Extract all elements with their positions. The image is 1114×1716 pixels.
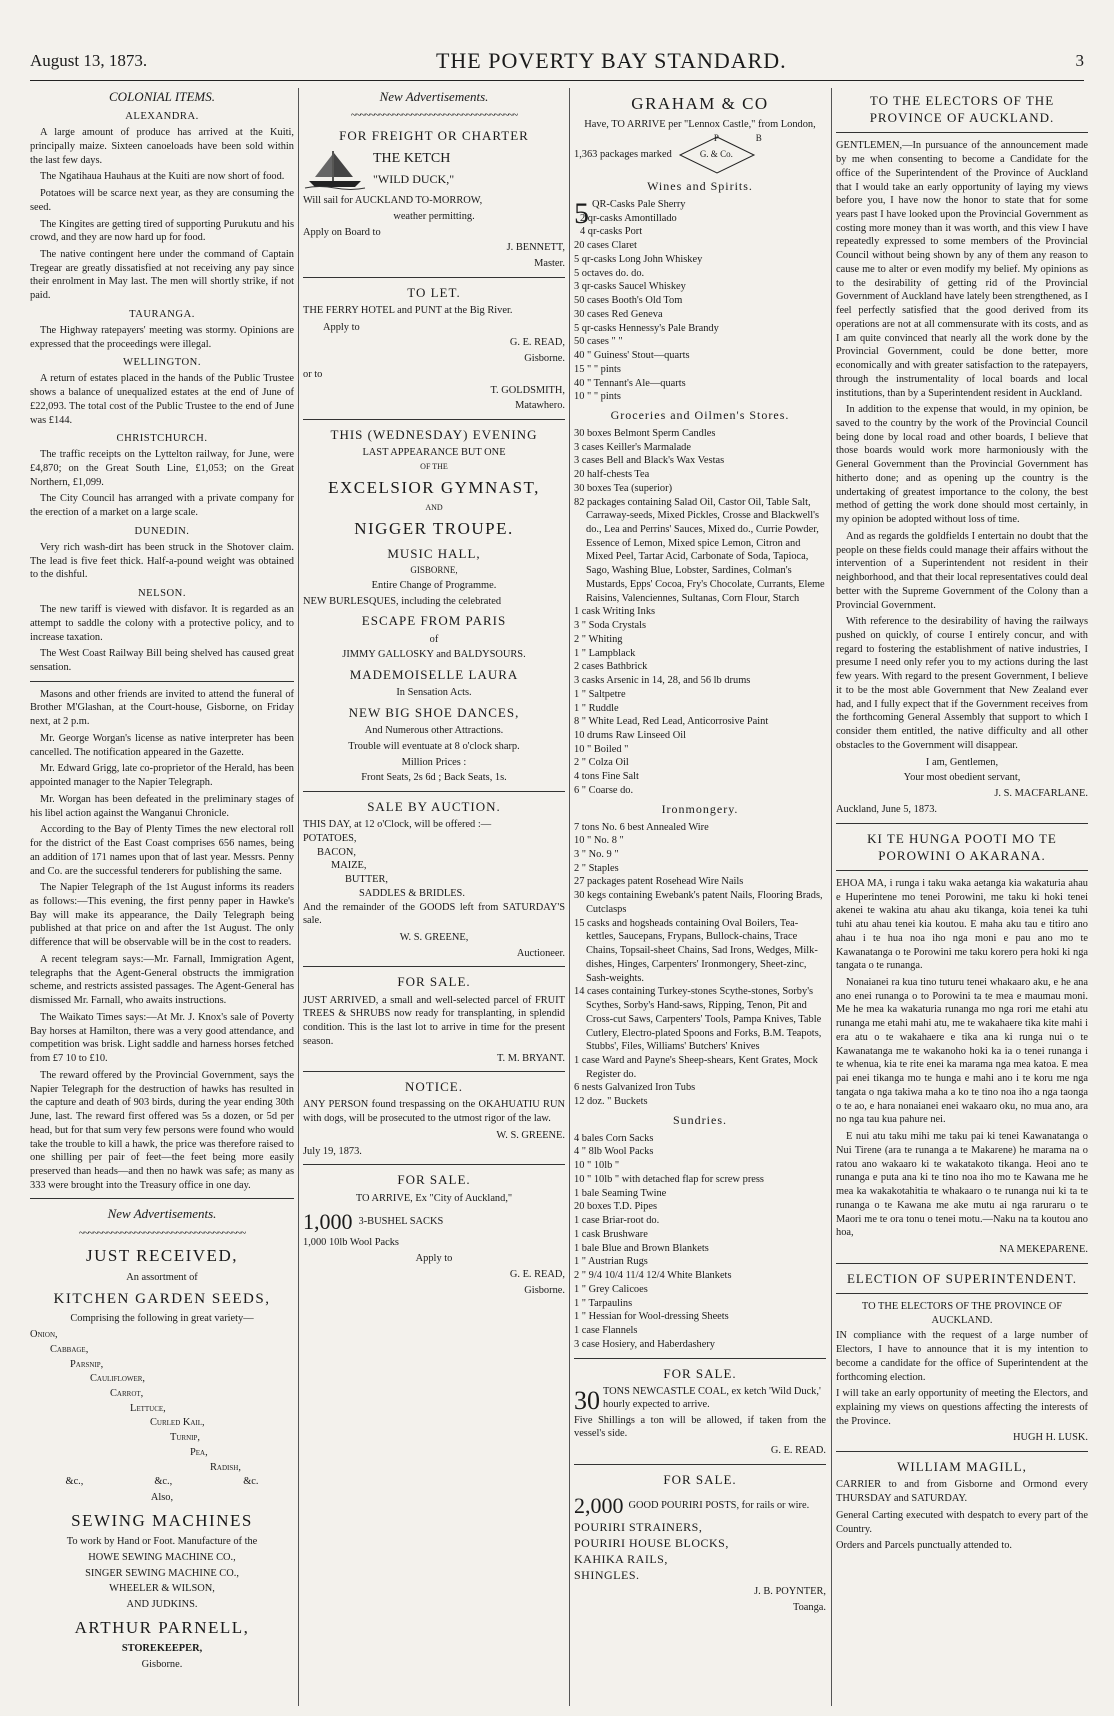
sacks-text: 3-BUSHEL SACKS bbox=[358, 1215, 444, 1227]
greene-name: W. S. GREENE. bbox=[496, 1129, 565, 1141]
early-opportunity-text: I will take an early opportunity of meeting the Electors, and explaining my views on questions affecting the interests of the Province. bbox=[836, 1388, 1088, 1427]
sundry-list bbox=[574, 1132, 826, 1352]
sewing-subtitle: To work by Hand or Foot. Manufacture of the bbox=[66, 1536, 258, 1548]
divider bbox=[303, 791, 565, 792]
sundries-heading: Sundries. bbox=[673, 1112, 727, 1127]
sewing-machines-heading: SEWING MACHINES bbox=[71, 1510, 253, 1530]
section-paragraph: The traffic receipts on the Lyttelton railway, for June, were £4,870; on the Great South Line, £1,053; on the Great Northern, £1,099. bbox=[30, 449, 294, 488]
pouriri-item: KAHIKA RAILS, bbox=[574, 1551, 668, 1566]
for-sale-heading: FOR SALE. bbox=[397, 974, 471, 990]
auction-item: BUTTER, bbox=[345, 874, 389, 886]
for-sale-heading: FOR SALE. bbox=[397, 1172, 471, 1188]
coal-text: TONS NEWCASTLE COAL, ex ketch 'Wild Duck,' hourly expected to arrive. bbox=[603, 1385, 821, 1411]
seed-item: Curled Kail, bbox=[150, 1417, 205, 1429]
ferry-text: THE FERRY HOTEL and PUNT at the Big River. bbox=[303, 304, 513, 316]
grocery-item: 1 " Ruddle bbox=[574, 702, 619, 714]
grocery-item: 6 " Coarse do. bbox=[574, 784, 634, 796]
to-let-heading: TO LET. bbox=[407, 284, 461, 300]
divider bbox=[836, 870, 1088, 871]
wine-item: 15 " " pints bbox=[574, 363, 621, 375]
remainder-text: And the remainder of the GOODS left from SATURDAY'S sale. bbox=[303, 901, 565, 927]
carrier-text: CARRIER to and from Gisborne and Ormond every THURSDAY and SATURDAY. bbox=[836, 1479, 1088, 1505]
column-divider bbox=[298, 88, 299, 1706]
freight-heading: FOR FREIGHT OR CHARTER bbox=[339, 127, 529, 143]
auction-items bbox=[303, 832, 565, 901]
sail-text: Will sail for AUCKLAND TO-MORROW, bbox=[303, 195, 483, 207]
maker-line: SINGER SEWING MACHINE CO., bbox=[85, 1567, 239, 1579]
divider bbox=[30, 1198, 294, 1199]
notice-paragraph: The Napier Telegraph of the 1st August informs its readers as follows:—This evening, the first penny paper in Hawke's Bay will make its appearance, the Daily Telegraph being published at that price on and after the 1st August. The only difference that will be observable will be in the cost to readers. bbox=[30, 882, 294, 949]
july-date: July 19, 1873. bbox=[303, 1145, 362, 1157]
grocery-item: 3 casks Arsenic in 14, 28, and 56 lb drums bbox=[574, 675, 751, 687]
notice-paragraph: Mr. Worgan has been defeated in the preliminary stages of his libel action against the Wanganui Chronicle. bbox=[30, 793, 294, 819]
seed-item: Radish, bbox=[210, 1461, 241, 1473]
ironmongery-item: 3 " No. 9 " bbox=[574, 848, 619, 860]
notice-paragraph: A recent telegram says:—Mr. Farnall, Immigration Agent, telegraphs that the Agent-General obstructs the immigration scheme, and restricts assisted passages. The Agent-General has dismissed Mr. Farnall, who awaits instructions. bbox=[30, 953, 294, 1007]
seed-item: Cabbage, bbox=[50, 1343, 89, 1355]
grocery-item: 30 boxes Tea (superior) bbox=[574, 482, 673, 494]
divider bbox=[836, 1263, 1088, 1264]
thirty-number: 30 bbox=[574, 1385, 600, 1415]
colonial-notices bbox=[30, 688, 294, 1193]
thousand-number: 1,000 bbox=[303, 1209, 353, 1235]
gisborne-text: Gisborne. bbox=[524, 1284, 565, 1296]
section-paragraph: The Ngatihaua Hauhaus at the Kuiti are now short of food. bbox=[40, 171, 285, 183]
orders-text: Orders and Parcels punctually attended to. bbox=[836, 1540, 1013, 1552]
this-day-text: THIS DAY, at 12 o'Clock, will be offered :— bbox=[303, 819, 492, 831]
etc-text: &c., bbox=[154, 1476, 173, 1488]
sensation-text: In Sensation Acts. bbox=[396, 687, 472, 699]
section-title: ALEXANDRA. bbox=[125, 111, 199, 123]
sundry-item: 1 " Grey Calicoes bbox=[574, 1283, 648, 1295]
wine-item: 50 cases " " bbox=[574, 336, 623, 348]
divider bbox=[30, 681, 294, 682]
apply-to: Apply to bbox=[323, 321, 360, 333]
sundry-item: 10 " 10lb " bbox=[574, 1160, 620, 1172]
wines-heading: Wines and Spirits. bbox=[647, 179, 753, 194]
wine-item: 5 qr-casks Hennessy's Pale Brandy bbox=[574, 322, 719, 334]
column-advertisements bbox=[303, 88, 565, 1706]
sundry-item: 1 bale Seaming Twine bbox=[574, 1187, 667, 1199]
ketch-ad bbox=[303, 147, 565, 191]
arthur-parnell: ARTHUR PARNELL, bbox=[74, 1617, 250, 1637]
mademoiselle-heading: MADEMOISELLE LAURA bbox=[349, 667, 519, 682]
shipping-mark bbox=[678, 133, 762, 175]
mark-p: P bbox=[713, 133, 719, 144]
sundry-item: 1 " Tarpaulins bbox=[574, 1297, 633, 1309]
grocery-item: 3 " Soda Crystals bbox=[574, 620, 647, 632]
auction-item: SADDLES & BRIDLES. bbox=[359, 887, 465, 899]
grocery-item: 10 drums Raw Linseed Oil bbox=[574, 730, 686, 741]
grocery-item: 3 cases Bell and Black's Wax Vestas bbox=[574, 455, 725, 467]
packages-text: 1,363 packages marked bbox=[574, 149, 672, 161]
section-title: TAURANGA. bbox=[129, 308, 195, 320]
million-prices: Million Prices : bbox=[401, 756, 467, 768]
pouriri-item: POURIRI STRAINERS, bbox=[574, 1520, 703, 1535]
etc-text: &c., bbox=[65, 1476, 84, 1488]
seat-prices: Front Seats, 2s 6d ; Back Seats, 1s. bbox=[361, 772, 507, 784]
graham-heading: GRAHAM & CO bbox=[631, 94, 769, 113]
numerous-text: And Numerous other Attractions. bbox=[364, 725, 504, 737]
ironmongery-heading: Ironmongery. bbox=[661, 801, 739, 816]
lusk-name: HUGH H. LUSK. bbox=[1012, 1432, 1088, 1444]
wavy-rule: ~~~~~~~~~~~~~~~~~~~~~~~~~~~~~~~~~~~~ bbox=[78, 1227, 246, 1239]
wavy-rule: ~~~~~~~~~~~~~~~~~~~~~~~~~~~~~~~~~~~~ bbox=[350, 110, 518, 122]
greene-name: W. S. GREENE, bbox=[399, 932, 469, 944]
grocery-item: 3 cases Keiller's Marmalade bbox=[574, 441, 691, 453]
wine-item: 2 qr-casks Amontillado bbox=[580, 212, 677, 224]
ehoa-text: EHOA MA, i runga i taku waka aetanga kia wakaturia ahau e Huperintene mo tenei Porowini, me taku ki hoki tenei akenei te wakina atu ahau aku tikanga, koia tenei ka tuhi tuhi atu ahau tenei kia koutou. E maha aku tau e titiro ano ahau i te hua noa iho nga moni e pau ano mo te Kawanatanga o te Porowini me taku korero pera hoki ki nga tangata o te runanga. bbox=[836, 877, 1088, 972]
comprising-text: Comprising the following in great variety— bbox=[70, 1313, 254, 1325]
sundry-item: 1 " Hessian for Wool-dressing Sheets bbox=[574, 1311, 729, 1323]
for-sale-heading: FOR SALE. bbox=[663, 1365, 737, 1381]
seed-item: Pea, bbox=[190, 1446, 208, 1458]
seed-item: Lettuce, bbox=[130, 1402, 166, 1414]
maori-paragraph: E nui atu taku mihi me taku pai ki tenei Kawanatanga o Nui Tirene (ara te runanga a te Makarene) he marama na o ratou ano wakaaro ki te wakatakoto tikanga. Heoi ano te runanga e puta ana ki te tino noa iho mo te Kawana me he mea ka wakakotahitia te whakaaro o te runanga nui ki ta te runanga o te Kawana me ake mutu ai nga raruraru o te Maori me te ora tonu o tenei motu.—Naku na ta koutou ano hoa, bbox=[836, 1131, 1088, 1239]
sundry-item: 1 bale Blue and Brown Blankets bbox=[574, 1242, 709, 1254]
storekeeper: STOREKEEPER, bbox=[121, 1643, 203, 1655]
groceries-heading: Groceries and Oilmen's Stores. bbox=[610, 408, 790, 423]
masthead bbox=[30, 46, 1084, 76]
wine-item: 10 " " pints bbox=[574, 391, 621, 403]
auctioneer-title: Auctioneer. bbox=[516, 947, 565, 959]
just-received-heading: JUST RECEIVED, bbox=[86, 1246, 238, 1266]
maker-line: AND JUDKINS. bbox=[126, 1599, 198, 1611]
wild-duck-name: "WILD DUCK," bbox=[373, 171, 455, 186]
section-title: CHRISTCHURCH. bbox=[116, 433, 208, 445]
ironmongery-item: 30 kegs containing Ewebank's patent Nails, Flooring Brads, Cutclasps bbox=[574, 890, 823, 915]
escape-heading: ESCAPE FROM PARIS bbox=[361, 613, 507, 629]
colonial-sections bbox=[30, 110, 294, 675]
column-electors bbox=[836, 88, 1088, 1706]
etc-line bbox=[30, 1475, 294, 1489]
posts-line bbox=[574, 1491, 826, 1520]
grocery-item: 30 boxes Belmont Sperm Candles bbox=[574, 427, 716, 439]
goldsmith-name: T. GOLDSMITH, bbox=[490, 384, 565, 396]
grocery-item: 2 " Colza Oil bbox=[574, 757, 629, 769]
or-to: or to bbox=[303, 368, 323, 380]
ketch-name: THE KETCH bbox=[373, 151, 451, 167]
sundry-item: 3 case Hosiery, and Haberdashery bbox=[574, 1338, 715, 1350]
weather-text: weather permitting. bbox=[393, 210, 475, 222]
notice-paragraph: According to the Bay of Plenty Times the new electoral roll for the district of the East Coast comprises 656 names, being an addition of 171 names upon that of last year. Messrs. Penny and Co. are the successful tenderers for publishing the same. bbox=[30, 824, 294, 877]
wool-packs: 1,000 10lb Wool Packs bbox=[303, 1237, 399, 1249]
compliance-text: IN compliance with the request of a large number of Electors, I have to announce that it is my intention to become a candidate for the office of Superintendent at the forthcoming election. bbox=[836, 1330, 1088, 1383]
divider bbox=[836, 1293, 1088, 1294]
sundry-item: 1 case Flannels bbox=[574, 1325, 638, 1337]
grocery-item: 2 " Whiting bbox=[574, 633, 623, 645]
wine-item: 4 qr-casks Port bbox=[580, 226, 643, 238]
column-graham bbox=[574, 88, 826, 1706]
trouble-text: Trouble will eventuate at 8 o'clock sharp. bbox=[348, 740, 520, 752]
grocery-item: 82 packages containing Salad Oil, Castor Oil, Table Salt, Carraway-seeds, Mixed Pickles, Crosse and Blackwell's do., Lea and Perrins' Sauces, Mixed do., Currie Powder, Essence of Lemon, Mixed spice Lemon, Citron and Mixed Peel, Tartar Acid, Carbonate of Soda, Tapioca, Sago, Washing Blue, Lobster, Sardines, Colman's Mustards, Epps' Cocoa, Fry's Chocolate, Currants, Eleme Raisins, Valenciennes, Sultanas, Corn Flour, Starch bbox=[574, 496, 825, 604]
i-am-text: I am, Gentlemen, bbox=[925, 756, 999, 768]
letter-paragraph: And as regards the goldfields I entertain no doubt that the people on these fields could manage their affairs without the intervention of a Superintendent not resident in their neighborhood, and that their local representatives could deal better with the Supreme Government of the Colony than a Provincial Government. bbox=[836, 530, 1088, 611]
grocery-list bbox=[574, 427, 826, 798]
grocery-item: 1 cask Writing Inks bbox=[574, 606, 656, 618]
section-title: WELLINGTON. bbox=[123, 357, 201, 369]
wine-list bbox=[574, 212, 826, 404]
ironmongery-item: 7 tons No. 6 best Annealed Wire bbox=[574, 821, 709, 833]
wine-item: 40 " Tennant's Ale—quarts bbox=[574, 377, 686, 389]
graham-have: Have, TO ARRIVE per "Lennox Castle," from London, bbox=[584, 119, 816, 131]
sundry-item: 20 boxes T.D. Pipes bbox=[574, 1201, 658, 1213]
ironmongery-item: 1 case Ward and Payne's Sheep-shears, Kent Grates, Mock Register do. bbox=[574, 1054, 818, 1080]
divider bbox=[836, 1451, 1088, 1452]
sundry-item: 2 " 9/4 10/4 11/4 12/4 White Blankets bbox=[574, 1270, 732, 1282]
toanga-text: Toanga. bbox=[792, 1602, 826, 1614]
notice-paragraph: The Waikato Times says:—At Mr. J. Knox's sale of Poverty Bay horses at Hamilton, there was a very good attendance, and competition was brisk. Light saddle and harness horses fetched from £7 10 to £10. bbox=[30, 1011, 294, 1065]
sale-by-auction-heading: SALE BY AUCTION. bbox=[367, 798, 501, 814]
divider bbox=[303, 419, 565, 420]
auction-item: POTATOES, bbox=[303, 832, 357, 844]
wine-item: 50 cases Booth's Old Tom bbox=[574, 295, 683, 307]
section-paragraph: The Kingites are getting tired of supporting Purukutu and his crowd, and they are now hard up for food. bbox=[30, 218, 294, 244]
ironmongery-item: 10 " No. 8 " bbox=[574, 835, 624, 847]
section-paragraph: A return of estates placed in the hands of the Public Trustee shows a balance of unequalized estates at the end of June of £22,093. The total cost of the Public Trustee to the end of June was £144. bbox=[30, 373, 294, 426]
section-paragraph: A large amount of produce has arrived at the Kuiti, principally maize. Sixteen canoeloads have been sold within the last few days. bbox=[30, 127, 294, 166]
also-text: Also, bbox=[150, 1492, 174, 1504]
divider bbox=[303, 277, 565, 278]
section-title: DUNEDIN. bbox=[134, 525, 190, 537]
seed-list bbox=[30, 1328, 294, 1474]
new-advertisements-heading: New Advertisements. bbox=[107, 1206, 217, 1222]
grocery-item: 20 half-chests Tea bbox=[574, 469, 650, 481]
fruit-trees-text: JUST ARRIVED, a small and well-selected parcel of FRUIT TREES & SHRUBS now ready for transplanting, in splendid condition. This is the last lot to arrive in time for the present season. bbox=[303, 994, 565, 1047]
grocery-item: 4 tons Fine Salt bbox=[574, 771, 639, 783]
kitchen-seeds-heading: KITCHEN GARDEN SEEDS, bbox=[53, 1290, 271, 1307]
for-sale-heading: FOR SALE. bbox=[663, 1471, 737, 1487]
section-title: NELSON. bbox=[138, 588, 186, 600]
coal-ad bbox=[574, 1385, 826, 1415]
packages-line bbox=[574, 135, 826, 175]
gisborne-caps: GISBORNE, bbox=[410, 565, 458, 576]
colonial-items-heading: COLONIAL ITEMS. bbox=[109, 89, 215, 104]
seed-item: Carrot, bbox=[110, 1387, 144, 1399]
sundry-item: 1 case Briar-root do. bbox=[574, 1215, 660, 1227]
divider bbox=[303, 1164, 565, 1165]
column-divider bbox=[569, 88, 570, 1706]
posts-text: GOOD POURIRI POSTS, for rails or wire. bbox=[628, 1499, 810, 1511]
gisborne-text: Gisborne. bbox=[524, 353, 565, 365]
sundry-item: 1 " Austrian Rugs bbox=[574, 1256, 648, 1268]
pouriri-item: SHINGLES. bbox=[574, 1567, 640, 1582]
etc-text: &c. bbox=[243, 1476, 259, 1488]
ironmongery-item: 6 nests Galvanized Iron Tubs bbox=[574, 1082, 696, 1094]
read-name: G. E. READ, bbox=[509, 337, 565, 349]
gisborne-sign: Gisborne. bbox=[141, 1659, 183, 1671]
divider bbox=[836, 132, 1088, 133]
divider bbox=[574, 1464, 826, 1465]
page-number: 3 bbox=[1075, 51, 1084, 70]
divider bbox=[303, 966, 565, 967]
gentlemen-text: GENTLEMEN,—In pursuance of the announcement made by me when consenting to become a Candidate for the office of the Superintendent of the Province of Auckland that I would take an early opportunity of laying my views before you, I have now the honor to state that for some years past I have looked upon the Provincial Government as costing more money than it was worth, and this view I have repeatedly expressed to some members of the Provincial Council without being shown by any of them any reason to cause me to alter or even modify my belief. My opinions as to the desirability of getting rid of the Provincial Government of Auckland have lately been strengthened, as I feel perfectly satisfied that the good derived from its operations are not at all commensurate with its costs, and as I am quite convinced that nearly all the work done by the Provincial Government, could be done better, more economically and with greater satisfaction to the ratepayers, through the instrumentality of local boards and local institutions, than by a Superintendent resident in Auckland. bbox=[836, 140, 1088, 399]
five-shillings-text: Five Shillings a ton will be allowed, if taken from the vessel's side. bbox=[574, 1414, 826, 1440]
assortment-text: An assortment of bbox=[126, 1271, 198, 1283]
grocery-item: 1 " Lampblack bbox=[574, 647, 636, 659]
seed-item: Parsnip, bbox=[70, 1358, 104, 1370]
ki-te-heading: KI TE HUNGA POOTI MO TE POROWINI O AKARANA. bbox=[867, 830, 1057, 863]
column-divider bbox=[831, 88, 832, 1706]
maori-paragraph: Nonaianei ra kua tino tuturu tenei whakaaro aku, e he ana ano enei runanga o to Porowini ta te mea e maumau moni. Me he mea ka wakaturia runanga mo nga rori me etahi atu runanga me etahi mahi atu, me te wakahaere tika kite mahi i era atu o te wakahaere e tika ana ki runga nui o te Kawanatanga me te wakanoho hoki ka ia o tenei runanga i te whenua, kia te rite enei ka marama nga mea katoa. E mea pai enei tikanga mo te hunga e mahi ano i te koru me nga tangata o nga takiwa maha a ko te tino noa iho a nga taonga o te ao, e hara nonaianei enei wakaaro oku, no mua ano, ara no nga tau kua pahure nei. bbox=[836, 977, 1088, 1126]
sacks-line bbox=[303, 1207, 565, 1236]
letter-paragraph: With reference to the desirability of having the railways pushed on quickly, of course I entirely concur, and with regard to fostering the establishment of native industries, I presume I need only refer you to my actions during the last few years. With regard to the present Government, I believe it to be the most able Government that New Zealand ever had, and I fully expect that if the Government receives from the forthcoming General Assembly that support to which I consider them entitled, the native difficulty and all other obstacles to the Government will disappear. bbox=[836, 616, 1088, 751]
new-burlesques: NEW BURLESQUES, including the celebrated bbox=[303, 595, 502, 607]
bennett-name: J. BENNETT, bbox=[506, 242, 565, 254]
wine-first-text: QR-Casks Pale Sherry bbox=[592, 199, 686, 210]
notice-paragraph: Mr. Edward Grigg, late co-proprietor of the Herald, has been appointed manager to the Napier Telegraph. bbox=[30, 763, 294, 789]
sundry-item: 1 cask Brushware bbox=[574, 1228, 648, 1240]
ironmongery-item: 14 cases containing Turkey-stones Scythe-stones, Sorby's Scythes, Sorby's Hand-saws, Ripping, Tenon, Pit and Cross-cut Saws, Carpenters' Tools, Pampa Knives, Table Cutlery, Electro-plated Spoons and Forks, B.M. Teapots, Stubbs', Files, Williams' Butchers' Knives bbox=[574, 986, 822, 1053]
notice-paragraph: Mr. George Worgan's license as native interpreter has been cancelled. The notification appeared in the Gazette. bbox=[30, 732, 294, 758]
notice-paragraph: Masons and other friends are invited to attend the funeral of Brother M'Glashan, at the Court-house, Gisborne, on Friday next, at 2 p.m. bbox=[30, 688, 294, 728]
ship-icon bbox=[303, 147, 367, 191]
seed-item: Onion, bbox=[30, 1329, 58, 1341]
section-paragraph: Very rich wash-dirt has been struck in the Shotover claim. The lead is five feet thick. Half-a-pound weight was obtained to the dishful. bbox=[30, 541, 294, 581]
auction-item: MAIZE, bbox=[331, 860, 367, 872]
wine-item: 20 cases Claret bbox=[574, 240, 637, 252]
shoe-dances-heading: NEW BIG SHOE DANCES, bbox=[348, 704, 520, 720]
macfarlane-name: J. S. MACFARLANE. bbox=[994, 788, 1088, 800]
sundry-item: 4 bales Corn Sacks bbox=[574, 1132, 654, 1144]
wine-item: 5 qr-casks Long John Whiskey bbox=[574, 253, 703, 265]
wine-item: 5 octaves do. do. bbox=[574, 267, 645, 279]
section-paragraph: The native contingent here under the command of Captain Tregear are greatly dissatisfied at not receiving any pay since their enrolment in May last. The men will shortly strike, if not paid. bbox=[30, 249, 294, 302]
ironmongery-item: 15 casks and hogsheads containing Oval Boilers, Tea-kettles, Saucepans, Frypans, Bullock-chains, Trace Chains, Topsail-sheet Chains, Sad Irons, Wedges, Milk-dishes, Hinges, Carpenters' Ironmongery, Sheet-zinc, Sash-weights. bbox=[574, 917, 818, 984]
grocery-item: 2 cases Bathbrick bbox=[574, 661, 648, 673]
section-paragraph: The West Coast Railway Bill being shelved has caused great sensation. bbox=[30, 648, 294, 673]
ironmongery-item: 2 " Staples bbox=[574, 862, 619, 874]
mark-b: B bbox=[755, 133, 762, 144]
read-name: G. E. READ, bbox=[509, 1268, 565, 1280]
of-text: of bbox=[429, 633, 439, 645]
notice-paragraph: The reward offered by the Provincial Government, says the Napier Telegraph for the destruction of hawks has resulted in the capture and death of 903 birds, during the year ending 30th June, last. The reward first offered was 5s a dozen, or 5d per head, but for that sum very few persons were found who would take the trouble to kill a hawk, the price was therefore raised to one shilling per pair of feet—the feet being more easily preserved than heads—and then no hawk was safe; as many as 333 were brought into the Treasury office in one day. bbox=[30, 1069, 294, 1191]
bryant-name: T. M. BRYANT. bbox=[496, 1052, 565, 1064]
entire-change: Entire Change of Programme. bbox=[371, 579, 497, 591]
iron-list bbox=[574, 821, 826, 1109]
to-electors-heading: TO THE ELECTORS OF THE PROVINCE OF AUCKLAND. bbox=[869, 93, 1055, 126]
maker-line: HOWE SEWING MACHINE CO., bbox=[88, 1552, 236, 1564]
maker-line: WHEELER & WILSON, bbox=[109, 1583, 215, 1595]
music-hall-heading: MUSIC HALL, bbox=[387, 545, 481, 561]
masthead-rule bbox=[30, 80, 1084, 81]
magill-heading: WILLIAM MAGILL, bbox=[897, 1459, 1027, 1475]
grocery-item: 1 " Saltpetre bbox=[574, 688, 626, 700]
notice-heading: NOTICE. bbox=[405, 1079, 463, 1095]
auckland-date: Auckland, June 5, 1873. bbox=[836, 803, 938, 815]
letter-paragraph: In addition to the expense that would, in my opinion, be saved to the country by the work of the Provincial Council being done by local road and other boards, I believe that those boards would work more harmoniously with the General Government than the Provincial Government has hitherto done; and as opening up the country is the undertaking of greatest importance to the colony, the best method of getting the work done should most certainly, in my opinion be adopted without loss of time. bbox=[836, 404, 1088, 526]
election-heading: ELECTION OF SUPERINTENDENT. bbox=[846, 1270, 1078, 1286]
poynter-name: J. B. POYNTER, bbox=[754, 1586, 826, 1598]
drop-five: 5 bbox=[574, 197, 589, 230]
last-appearance: LAST APPEARANCE BUT ONE bbox=[362, 447, 506, 459]
ironmongery-item: 12 doz. " Buckets bbox=[574, 1096, 648, 1108]
section-paragraph: Potatoes will be scarce next year, as they are consuming the seed. bbox=[30, 188, 294, 213]
issue-date: August 13, 1873. bbox=[30, 51, 148, 70]
mark-gc: G. & Co. bbox=[699, 149, 733, 160]
apply-to: Apply to bbox=[415, 1253, 453, 1265]
sundry-item: 4 " 8lb Wool Packs bbox=[574, 1146, 654, 1158]
trespass-text: ANY PERSON found trespassing on the OKAHUATIU RUN with dogs, will be prosecuted to the utmost rigor of the law. bbox=[303, 1099, 565, 1125]
wine-item: 30 cases Red Geneva bbox=[574, 308, 663, 320]
apply-board: Apply on Board to bbox=[303, 226, 381, 238]
to-arrive-text: TO ARRIVE, Ex "City of Auckland," bbox=[355, 1192, 513, 1204]
pouriri-list bbox=[574, 1520, 826, 1583]
general-carting-text: General Carting executed with despatch to every part of the Country. bbox=[836, 1509, 1088, 1535]
this-evening: THIS (WEDNESDAY) EVENING bbox=[330, 427, 538, 443]
servant-text: Your most obedient servant, bbox=[903, 772, 1021, 784]
of-the: OF THE bbox=[420, 461, 448, 471]
read-name: G. E. READ. bbox=[770, 1445, 826, 1457]
macfarlane-paragraphs bbox=[836, 403, 1088, 752]
new-advertisements-heading: New Advertisements. bbox=[379, 89, 489, 104]
section-paragraph: The Highway ratepayers' meeting was stormy. Opinions are expressed that the proceedings were illegal. bbox=[30, 324, 294, 350]
to-electors-sub: TO THE ELECTORS OF THE PROVINCE OF AUCKLAND. bbox=[861, 1300, 1063, 1326]
newspaper-title: THE POVERTY BAY STANDARD. bbox=[435, 48, 787, 73]
wine-item: 3 qr-casks Saucel Whiskey bbox=[574, 281, 686, 293]
maori-paragraphs bbox=[836, 976, 1088, 1240]
pouriri-item: POURIRI HOUSE BLOCKS, bbox=[574, 1535, 729, 1550]
divider bbox=[574, 1358, 826, 1359]
grocery-item: 10 " Boiled " bbox=[574, 743, 629, 755]
seed-item: Turnip, bbox=[170, 1432, 200, 1444]
section-paragraph: The City Council has arranged with a private company for the erection of a market on a large scale. bbox=[30, 493, 294, 519]
excelsior-heading: EXCELSIOR GYMNAST, bbox=[328, 478, 540, 498]
section-paragraph: The new tariff is viewed with disfavor. It is regarded as an attempt to saddle the colony with a protective policy, and to increase taxation. bbox=[30, 604, 294, 643]
ironmongery-item: 27 packages patent Rosehead Wire Nails bbox=[574, 876, 744, 888]
two-thousand-number: 2,000 bbox=[574, 1493, 624, 1519]
jimmy-text: JIMMY GALLOSKY and BALDYSOURS. bbox=[342, 649, 526, 661]
seed-item: Cauliflower, bbox=[90, 1373, 146, 1385]
sundry-item: 10 " 10lb " with detached flap for screw press bbox=[574, 1173, 764, 1185]
auction-item: BACON, bbox=[317, 846, 356, 858]
nigger-troupe-heading: NIGGER TROUPE. bbox=[354, 519, 514, 539]
grocery-item: 8 " White Lead, Red Lead, Anticorrosive Paint bbox=[574, 716, 769, 728]
wine-item: 40 " Guiness' Stout—quarts bbox=[574, 350, 690, 362]
divider bbox=[836, 823, 1088, 824]
divider bbox=[303, 1071, 565, 1072]
column-colonial-items bbox=[30, 88, 294, 1706]
master-title: Master. bbox=[534, 257, 565, 269]
na-mekeparene: NA MEKEPARENE. bbox=[999, 1243, 1088, 1255]
matawhero-text: Matawhero. bbox=[515, 400, 565, 412]
and-text: AND bbox=[425, 502, 443, 512]
